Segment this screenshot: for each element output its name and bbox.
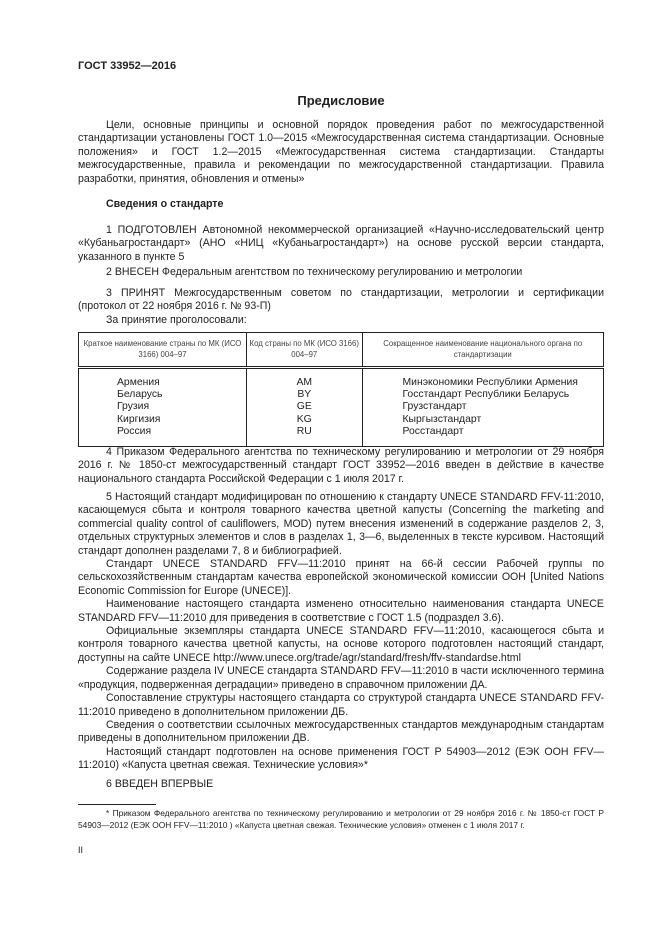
- cell-body: Минэкономики Республики Армения: [362, 368, 604, 390]
- item-6: [78, 778, 604, 791]
- footnote-divider: [78, 804, 156, 805]
- page-number: II: [78, 845, 84, 855]
- item-5-para: Наименование настоящего стандарта изменено относительно наименования стандарта UNECE STANDARD FFV—11:2010 для приведения в соответствие с ГОСТ 1.5 (подраздел 3.6).: [78, 598, 604, 624]
- table-header-body: Сокращенное наименование национального органа по стандартизации: [362, 333, 604, 368]
- cell-country: Киргизия: [79, 414, 247, 426]
- cell-country: Россия: [79, 426, 247, 447]
- item-5-para: Настоящий стандарт подготовлен на основе применения ГОСТ Р 54903—2012 (ЕЭК ООН FFV—11:2010) «Капуста цветная свежая. Технические условия»*: [78, 745, 604, 772]
- footnote-text: * Приказом Федерального агентства по техническому регулированию и метрологии от 29 ноября 2016 г. № 1850-ст ГОСТ Р 54903—2012 (ЕЭК ООН FFV—11:2010 ) «Капуста цветная свежая. Технические условия» отменен с 1 июля 2017 г.: [78, 808, 604, 830]
- item-4-text: 4 Приказом Федерального агентства по техническому регулированию и метрологии от 29 ноября 2016 г. № 1850-ст межгосударственный стандарт ГОСТ 33952—2016 введен в действие в качестве национального стандарта Российской Федерации с 1 июля 2017 г.: [78, 446, 604, 485]
- section-heading: Сведения о стандарте: [106, 198, 224, 210]
- page-title: Предисловие: [297, 93, 385, 108]
- table-row: [79, 401, 604, 413]
- footnote: [78, 807, 604, 831]
- cell-country: Армения: [79, 368, 247, 390]
- item-5-para: Содержание раздела IV UNECE стандарта STANDARD FFV—11:2010 в части исключенного термина «продукция, подверженная деградации» приведено в справочном приложении ДА.: [78, 665, 604, 691]
- item-5-para: Стандарт UNECE STANDARD FFV—11:2010 принят на 66-й сессии Рабочей группы по сельскохозяйственным стандартам качества европейской экономической комиссии ООН [United Nations Economic Commission for Europe (UNECE)].: [78, 558, 604, 597]
- cell-body: Росстандарт: [362, 426, 604, 447]
- item-5-para: Официальные экземпляры стандарта UNECE STANDARD FFV—11:2010, касающегося сбыта и контроля товарного качества цветной капусты, на основе которого подготовлен настоящий стандарт, доступны на сайте UNECE http://www.unece.org/trade/agr/standard/fresh/ffv-standardse.html: [78, 625, 604, 664]
- item-5-para: 5 Настоящий стандарт модифицирован по отношению к стандарту UNECE STANDARD FFV-11:2010, касающемуся сбыта и контроля товарного качества цветной капусты (Concerning the marketing and commercial quality control of cauliflowers, MOD) путем внесения изменений в содержание разделов 2, 3, отдельных структурных элементов и слов в разделах 1, 3—6, выделенных в тексте курсивом. Настоящий стандарт дополнен разделами 7, 8 и библиографией.: [78, 491, 604, 557]
- cell-body: Грузстандарт: [362, 401, 604, 413]
- document-header: ГОСТ 33952—2016: [78, 60, 177, 72]
- cell-code: GE: [247, 401, 363, 413]
- cell-body: Кыргызстандарт: [362, 414, 604, 426]
- cell-country: Грузия: [79, 401, 247, 413]
- table-row: [79, 389, 604, 401]
- item-6-text: 6 ВВЕДЕН ВПЕРВЫЕ: [106, 778, 214, 790]
- item-3-text: 3 ПРИНЯТ Межгосударственным советом по стандартизации, метрологии и сертификации (протокол от 22 ноября 2016 г. № 93-П): [78, 287, 604, 313]
- item-5-para: Сопоставление структуры настоящего стандарта со структурой стандарта UNECE STANDARD FFV-11:2010 приведено в дополнительном приложении ДБ.: [78, 692, 604, 718]
- item-1-text: 1 ПОДГОТОВЛЕН Автономной некоммерческой организацией «Научно-исследовательский центр «Кубаньагростандарт» (АНО «НИЦ «Кубаньагростандарт») на основе русской версии стандарта, указанного в пункте 5: [78, 224, 604, 263]
- item-3: [78, 287, 604, 327]
- intro-block: [78, 119, 604, 186]
- cell-body: Госстандарт Республики Беларусь: [362, 389, 604, 401]
- item-5: [78, 491, 604, 773]
- table-row: [79, 426, 604, 447]
- table-header-code: Код страны по МК (ИСО 3166) 004–97: [247, 333, 363, 368]
- voting-table-wrap: [78, 332, 604, 447]
- intro-paragraph: Цели, основные принципы и основной порядок проведения работ по межгосударственной стандартизации установлены ГОСТ 1.0—2015 «Межгосударственная система стандартизации. Основные положения» и ГОСТ 1.2—2015 «Межгосударственная система стандартизации. Стандарты межгосударственные, правила и рекомендации по межгосударственной стандартизации. Правила разработки, принятия, обновления и отмены»: [78, 119, 604, 185]
- voted-label: За принятие проголосовали:: [106, 313, 247, 326]
- table-row: [79, 368, 604, 390]
- item-2-text: 2 ВНЕСЕН Федеральным агентством по техническому регулированию и метрологии: [106, 266, 523, 278]
- cell-code: RU: [247, 426, 363, 447]
- cell-code: AM: [247, 368, 363, 390]
- cell-country: Беларусь: [79, 389, 247, 401]
- voting-table: [78, 332, 604, 447]
- item-1: [78, 224, 604, 264]
- cell-code: BY: [247, 389, 363, 401]
- table-row: [79, 414, 604, 426]
- table-header-country: Краткое наименование страны по МК (ИСО 3166) 004–97: [79, 333, 247, 368]
- cell-code: KG: [247, 414, 363, 426]
- item-4: [78, 446, 604, 486]
- item-5-para: Сведения о соответствии ссылочных межгосударственных стандартов международным стандартам приведены в дополнительном приложении ДВ.: [78, 718, 604, 745]
- item-2: [78, 266, 604, 279]
